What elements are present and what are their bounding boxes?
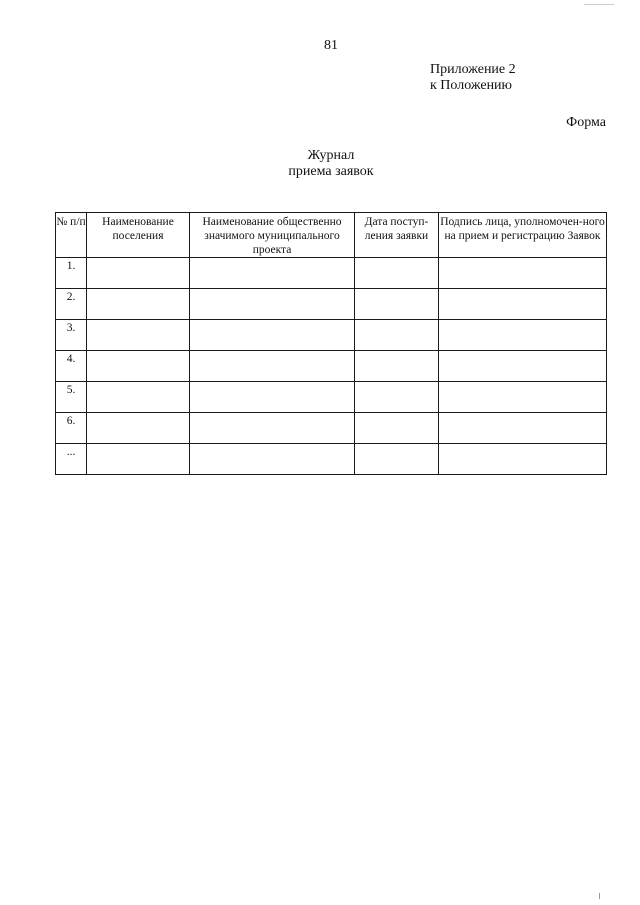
header-project-name: Наименование общественно значимого муниципального проекта — [190, 213, 355, 258]
row-number: 1. — [56, 258, 87, 289]
project-cell — [190, 351, 355, 382]
signature-cell — [439, 382, 607, 413]
table-row — [56, 413, 607, 444]
form-label: Форма — [566, 115, 606, 130]
title-line-1: Журнал — [307, 148, 355, 163]
date-cell — [355, 289, 439, 320]
signature-cell — [439, 320, 607, 351]
page-number: 81 — [324, 38, 338, 53]
appendix-line-2: к Положению — [430, 78, 513, 93]
table-row — [56, 289, 607, 320]
date-cell — [355, 444, 439, 475]
journal-table — [55, 212, 607, 475]
settlement-cell — [87, 413, 190, 444]
date-cell — [355, 351, 439, 382]
settlement-cell — [87, 382, 190, 413]
header-settlement: Наименование поселения — [87, 213, 190, 258]
appendix-line-1: Приложение 2 — [430, 62, 516, 77]
header-number: № п/п — [56, 213, 87, 258]
table-header-row — [56, 213, 607, 258]
table-row — [56, 258, 607, 289]
signature-cell — [439, 258, 607, 289]
project-cell — [190, 289, 355, 320]
date-cell — [355, 382, 439, 413]
signature-cell — [439, 444, 607, 475]
top-edge-mark — [584, 0, 614, 5]
date-cell — [355, 258, 439, 289]
row-number: 2. — [56, 289, 87, 320]
table-row — [56, 351, 607, 382]
row-number: 6. — [56, 413, 87, 444]
signature-cell — [439, 413, 607, 444]
table-row — [56, 444, 607, 475]
project-cell — [190, 320, 355, 351]
project-cell — [190, 382, 355, 413]
project-cell — [190, 444, 355, 475]
date-cell — [355, 413, 439, 444]
table-row — [56, 320, 607, 351]
header-receipt-date: Дата поступ-ления заявки — [355, 213, 439, 258]
settlement-cell — [87, 320, 190, 351]
header-signature: Подпись лица, уполномочен-ного на прием и регистрацию Заявок — [439, 213, 607, 258]
appendix-reference — [430, 62, 516, 94]
settlement-cell — [87, 444, 190, 475]
project-cell — [190, 258, 355, 289]
date-cell — [355, 320, 439, 351]
title-line-2: приема заявок — [288, 164, 374, 179]
signature-cell — [439, 289, 607, 320]
table-row — [56, 382, 607, 413]
row-number: 4. — [56, 351, 87, 382]
settlement-cell — [87, 258, 190, 289]
settlement-cell — [87, 289, 190, 320]
project-cell — [190, 413, 355, 444]
signature-cell — [439, 351, 607, 382]
bottom-edge-mark — [599, 893, 600, 899]
settlement-cell — [87, 351, 190, 382]
row-number: ... — [56, 444, 87, 475]
row-number: 5. — [56, 382, 87, 413]
document-title — [0, 148, 640, 180]
row-number: 3. — [56, 320, 87, 351]
